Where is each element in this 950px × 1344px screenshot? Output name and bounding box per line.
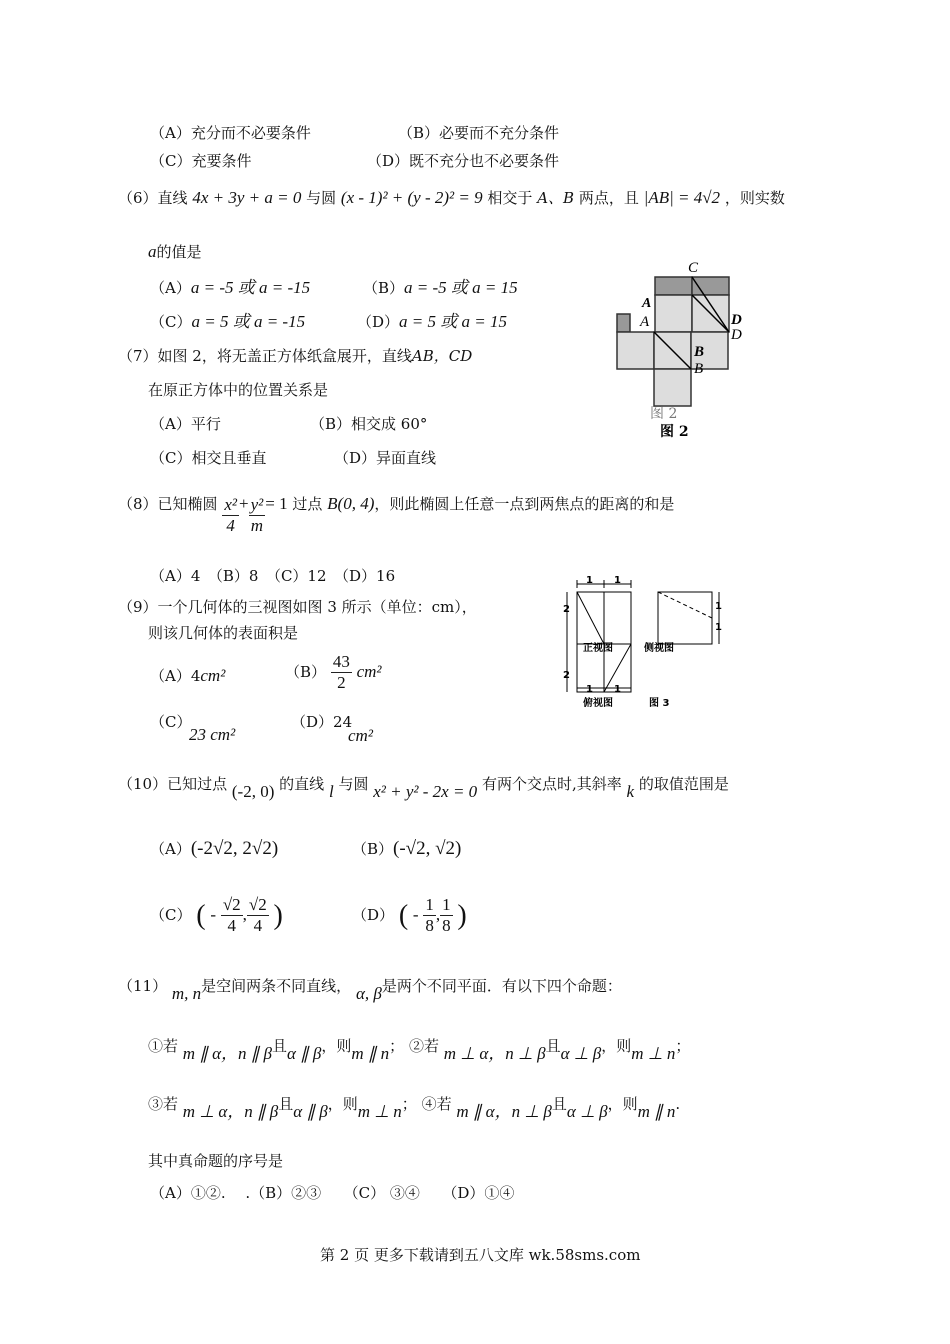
q11-alpha-beta: α, β — [355, 984, 382, 1003]
q10-c-frac-1 — [221, 895, 243, 937]
q9-option-c-label: （C） — [150, 713, 192, 731]
q10-option-a-value: (-2√2, 2√2) — [190, 838, 279, 859]
front-view-diagonal — [577, 592, 604, 644]
fig3-dim-1c: 1 — [586, 684, 593, 695]
q11-p3-res: m ⊥ n — [357, 1102, 402, 1121]
q11-p3-and: 且 — [278, 1095, 294, 1113]
q6-option-c-label: （C） — [150, 313, 192, 331]
q10-c-d1: 4 — [227, 916, 236, 936]
figure-3-three-views — [555, 572, 755, 714]
q6-stem-cont — [148, 242, 202, 262]
q8-eq-tail: = 1 — [265, 494, 288, 513]
q6-option-d — [357, 312, 507, 332]
q9-option-a-unit: cm² — [200, 666, 226, 685]
q6-stem — [118, 188, 785, 208]
q11-p2-cond: m ⊥ α，n ⊥ β — [443, 1044, 546, 1063]
q10-option-a-label: （A） — [150, 840, 191, 858]
q5-option-d: （D）既不充分也不必要条件 — [367, 152, 560, 170]
q6-text-3: 两点，且 — [578, 189, 639, 207]
q9-stem: （9）一个几何体的三视图如图 3 所示（单位：cm）， — [118, 598, 477, 616]
q11-p4-and: 且 — [551, 1095, 567, 1113]
q11-stem — [118, 976, 622, 1003]
q9-b-den: 2 — [337, 673, 346, 693]
figure-2-cube-net — [600, 255, 770, 445]
q11-mn: m, n — [171, 984, 202, 1003]
q10-d-minus: - — [412, 904, 419, 924]
q7-option-c: （C）相交且垂直 — [150, 449, 267, 467]
q11-p2-pre: ②若 — [408, 1037, 439, 1055]
figure-2-caption-ghost: 图 2 — [650, 406, 678, 422]
q11-p1-then: ，则 — [321, 1037, 352, 1055]
net-square-bottom — [654, 369, 691, 406]
q11-p3-pre: ③若 — [148, 1095, 179, 1113]
q10-number: （10）已知过点 — [118, 775, 228, 793]
q10-circle: x² + y² - 2x = 0 — [373, 782, 478, 801]
q11-options: （A）①②. .（B）②③ （C） ③④ （D）①④ — [150, 1184, 515, 1202]
q6-option-d-label: （D） — [357, 313, 400, 331]
fig3-top-view-label: 俯视图 — [583, 698, 613, 709]
q7-lines: AB，CD — [411, 347, 473, 365]
q6-option-a — [150, 278, 310, 298]
label-b-bold: B — [694, 344, 705, 360]
q9-option-b — [285, 652, 382, 694]
q6-option-b-label: （B） — [363, 279, 405, 297]
q6-option-a-value: a = -5 或 a = -15 — [190, 278, 311, 297]
q6-option-b-value: a = -5 或 a = 15 — [404, 278, 518, 297]
q10-option-b-label: （B） — [352, 840, 394, 858]
label-d-bold: D — [731, 312, 742, 328]
q11-p3-sep: ； — [401, 1095, 417, 1113]
q5-option-b: （B）必要而不充分条件 — [398, 124, 560, 142]
q10-d-n2: 1 — [440, 895, 453, 916]
q10-text-3: 有两个交点时,其斜率 — [481, 775, 622, 793]
q6-text-5: 的值是 — [156, 243, 202, 261]
q11-p1-pre: ①若 — [148, 1037, 179, 1055]
q10-option-b — [352, 838, 461, 861]
q8-stem: （8）已知椭圆 $\frac{\text{x²}}{4}$ + $\frac{\text{y²}}{m}$ = 1 过点 B(0, 4)，则此椭圆上任意一点到两焦点的距离的和是 — [118, 494, 675, 535]
q8-frac2-num: y² — [249, 495, 266, 516]
q6-points: A、B — [537, 189, 575, 207]
q11-ask: 其中真命题的序号是 — [148, 1152, 284, 1170]
q11-p2-res: m ⊥ n — [631, 1044, 676, 1063]
q10-d-frac-2 — [440, 895, 453, 937]
q11-p4-pre: ④若 — [421, 1095, 452, 1113]
label-d: D — [731, 327, 742, 343]
q6-circle-equation: (x - 1)² + (y - 2)² = 9 — [340, 188, 483, 207]
q8-fraction-y — [249, 495, 266, 537]
figure-2-caption: 图 2 — [660, 424, 689, 440]
q10-c-minus: - — [210, 904, 217, 924]
fig3-dim-2a: 2 — [563, 604, 570, 615]
q10-text-1: 的直线 — [279, 775, 325, 793]
q8-number: （8）已知椭圆 — [118, 495, 218, 513]
q10-point: (-2, 0) — [231, 782, 275, 801]
q11-props-3-4 — [148, 1094, 681, 1121]
q6-option-a-label: （A） — [150, 279, 191, 297]
q8-frac1-num: x² — [222, 495, 239, 516]
q6-option-c — [150, 312, 305, 332]
q10-option-b-value: (-√2, √2) — [393, 838, 462, 859]
fig3-dim-1b: 1 — [614, 575, 621, 586]
q11-text-2: 是两个不同平面．有以下四个命题： — [381, 977, 622, 995]
q8-frac2-den: m — [250, 516, 264, 535]
q9-option-b-fraction — [331, 652, 352, 694]
label-a-bold: A — [642, 296, 652, 311]
q11-text-1: 是空间两条不同直线， — [201, 977, 352, 995]
q11-p1-and: 且 — [271, 1037, 287, 1055]
q10-option-a — [150, 838, 278, 861]
q6-text-1: 与圆 — [306, 189, 337, 207]
label-b: B — [694, 361, 704, 377]
q7-option-a: （A）平行 — [150, 415, 221, 433]
q10-d-d1: 8 — [425, 916, 434, 936]
q9-option-a — [150, 666, 225, 686]
q11-p2-then: ，则 — [601, 1037, 632, 1055]
net-square-a — [655, 295, 692, 332]
net-square-left-dark — [617, 314, 630, 332]
q9-option-a-label: （A）4 — [150, 667, 201, 685]
q11-p4-sep: . — [675, 1095, 681, 1113]
q9-option-d-unit: cm² — [348, 726, 373, 745]
q8-frac1-den: 4 — [226, 516, 235, 535]
q10-slope-k: k — [626, 782, 635, 801]
fig3-dim-1d: 1 — [614, 684, 621, 695]
q11-p1-sep: ； — [389, 1037, 405, 1055]
q10-c-n2: √2 — [247, 895, 269, 916]
q11-p3-cond: m ⊥ α，n ∥ β — [182, 1102, 279, 1121]
q9-option-b-unit: cm² — [356, 661, 382, 681]
q7-stem-cont: 在原正方体中的位置关系是 — [148, 381, 329, 399]
q10-stem — [118, 774, 729, 801]
side-view-rect — [658, 592, 712, 644]
q11-props-1-2 — [148, 1036, 691, 1063]
q7-stem — [118, 347, 472, 365]
page-footer: 第 2 页 更多下载请到五八文库 wk.58sms.com — [320, 1246, 641, 1264]
q11-p3-then: ，则 — [327, 1095, 358, 1113]
q7-option-d: （D）异面直线 — [334, 449, 437, 467]
q10-option-d: （D） ( - $\frac{1}{8}$ , $\frac{1}{8}$ ) — [352, 895, 467, 936]
fig3-front-view-label: 正视图 — [583, 643, 613, 654]
q6-number: （6）直线 — [118, 189, 188, 207]
q7-text-1: （7）如图 2，将无盖正方体纸盒展开，直线 — [118, 347, 412, 365]
q10-option-c: （C） ( - $\frac{√2}{4}$ , $\frac{√2}{4}$ ) — [150, 895, 283, 936]
q11-number: （11） — [118, 977, 168, 995]
q11-p3-ab: α ∥ β — [293, 1102, 328, 1121]
q9-b-num: 43 — [331, 652, 352, 673]
q8-text-2: ，则此椭圆上任意一点到两焦点的距离的和是 — [374, 495, 675, 513]
q11-p1-ab: α ∥ β — [286, 1044, 322, 1063]
net-square-top-left-dark — [655, 277, 692, 295]
q8-point: B(0, 4) — [327, 494, 375, 513]
label-a: A — [640, 314, 650, 330]
q11-p1-cond: m ∥ α，n ∥ β — [182, 1044, 272, 1063]
q6-option-c-value: a = 5 或 a = -15 — [191, 312, 306, 331]
q10-text-2: 与圆 — [338, 775, 369, 793]
q5-option-a: （A）充分而不必要条件 — [150, 124, 311, 142]
fig3-dim-1f: 1 — [715, 622, 722, 633]
q11-p2-and: 且 — [545, 1037, 561, 1055]
fig3-dim-2b: 2 — [563, 670, 570, 681]
q9-option-d-label: （D）24 — [291, 713, 353, 731]
q11-p1-res: m ∥ n — [351, 1044, 390, 1063]
q9-stem-cont: 则该几何体的表面积是 — [148, 624, 299, 642]
fig3-dim-1e: 1 — [715, 601, 722, 612]
q5-option-c: （C）充要条件 — [150, 152, 252, 170]
net-square-left — [617, 332, 654, 369]
q10-d-n1: 1 — [423, 895, 436, 916]
fig3-side-view-label: 侧视图 — [644, 643, 674, 654]
q10-option-d-label: （D） — [352, 905, 395, 924]
q10-c-n1: √2 — [221, 895, 243, 916]
q8-options: （A）4 （B）8 （C）12 （D）16 — [150, 567, 396, 585]
q7-option-b: （B）相交成 60° — [310, 415, 428, 433]
q10-d-frac-1 — [423, 895, 436, 937]
q10-line-l: l — [328, 782, 334, 801]
q11-p2-sep: ； — [675, 1037, 691, 1055]
q11-p4-cond: m ∥ α，n ⊥ β — [456, 1102, 552, 1121]
q9-option-c-value: 23 cm² — [189, 725, 236, 744]
q8-text-1: 过点 — [292, 495, 323, 513]
q6-line-equation: 4x + 3y + a = 0 — [192, 188, 302, 207]
q11-p4-res: m ∥ n — [637, 1102, 676, 1121]
q11-p4-then: ，则 — [607, 1095, 638, 1113]
side-view-hidden-line — [658, 592, 712, 618]
q11-p4-ab: α ⊥ β — [566, 1102, 608, 1121]
q8-fraction-x — [222, 495, 239, 537]
q10-c-d2: 4 — [253, 916, 263, 936]
q6-ab-length: |AB| = 4√2 — [643, 188, 721, 207]
q6-variable: a — [148, 242, 157, 261]
q10-c-frac-2 — [247, 895, 269, 937]
label-c: C — [688, 260, 699, 276]
q11-p2-ab: α ⊥ β — [560, 1044, 602, 1063]
q6-text-4: ，则实数 — [724, 189, 785, 207]
fig3-dim-1a: 1 — [586, 575, 593, 586]
q10-text-4: 的取值范围是 — [638, 775, 729, 793]
q6-text-2: 相交于 — [487, 189, 533, 207]
q10-option-c-label: （C） — [150, 905, 192, 924]
q9-option-b-label: （B） — [285, 662, 327, 681]
q6-option-b — [363, 278, 518, 298]
fig3-caption: 图 3 — [649, 698, 670, 709]
q6-option-d-value: a = 5 或 a = 15 — [399, 312, 507, 331]
q10-d-d2: 8 — [442, 916, 451, 936]
